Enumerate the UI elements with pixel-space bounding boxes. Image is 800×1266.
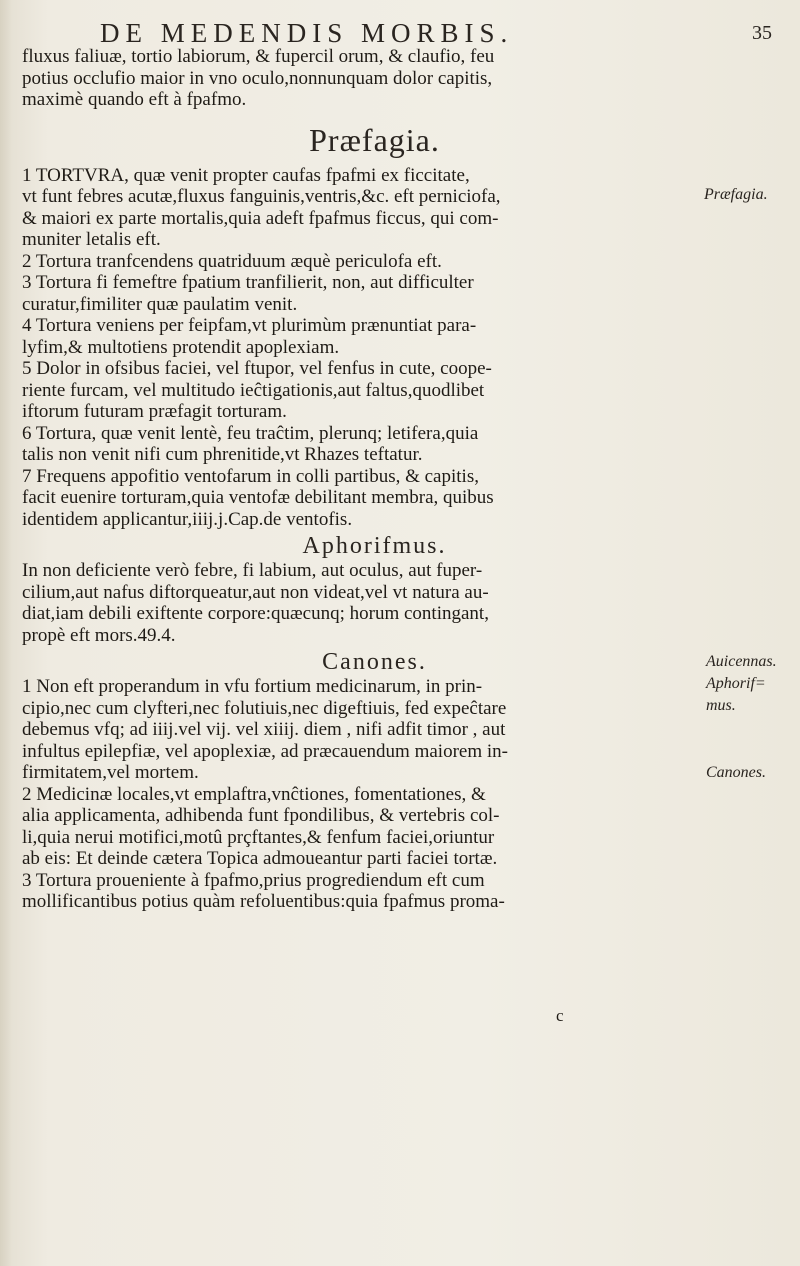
margin-note-canones: Canones. [706, 764, 766, 781]
margin-note-mus: mus. [706, 697, 736, 714]
text-line: iftorum futuram præfagit torturam. [22, 401, 287, 422]
text-line: 6 Tortura, quæ venit lentè, feu traĉtim, plerunq; letifera,quia [22, 422, 479, 444]
text-line: 2 Medicinæ locales,vt emplaftra,vnĉtiones, fomentationes, & [22, 783, 486, 805]
text-line: identidem applicantur,iiij.j.Cap.de ventofis. [22, 508, 353, 530]
section-heading-aphorismus: Aphorifmus. [302, 533, 447, 559]
text-line: In non deficiente verò febre, fi labium, aut oculus, aut fuper- [22, 560, 483, 581]
text-line: maximè quando eft à fpafmo. [22, 89, 247, 110]
section-heading-canones: Canones. [322, 649, 427, 675]
text-line: muniter letalis eft. [22, 229, 161, 250]
section-heading-praesagia: Præfagia. [309, 121, 440, 158]
text-line: potius occlufio maior in vno oculo,nonnunquam dolor capitis, [22, 67, 493, 89]
text-line: curatur,fimiliter quæ paulatim venit. [22, 293, 298, 315]
text-line: talis non venit nifi cum phrenitide,vt Rhazes teftatur. [22, 444, 423, 465]
text-line: 3 Tortura proueniente à fpafmo,prius progrediendum eft cum [22, 869, 485, 891]
text-line: 7 Frequens appofitio ventofarum in colli partibus, & capitis, [22, 465, 479, 487]
text-line: diat,iam debili exiftente corpore:quæcunq; horum contingant, [22, 603, 489, 624]
text-line: debemus vfq; ad iiij.vel vij. vel xiiij. diem , nifi adfit timor , aut [22, 719, 506, 740]
text-line: firmitatem,vel mortem. [22, 762, 199, 783]
text-line: & maiori ex parte mortalis,quia adeft fpafmus ficcus, qui com- [22, 207, 499, 229]
margin-note-auicennas: Auicennas. [706, 653, 777, 670]
text-line: 2 Tortura tranfcendens quatriduum æquè periculofa eft. [22, 250, 442, 272]
text-line: 4 Tortura veniens per feipfam,vt plurimùm prænuntiat para- [22, 315, 477, 336]
text-line: riente furcam, vel multitudo ieĉtigationis,aut faltus,quodlibet [22, 379, 485, 401]
text-line: 5 Dolor in ofsibus faciei, vel ftupor, vel fenfus in cute, coope- [22, 358, 492, 379]
page-number: 35 [752, 22, 772, 44]
text-line: vt funt febres acutæ,fluxus fanguinis,ventris,&c. eft perniciofa, [22, 186, 501, 207]
text-line: cilium,aut nafus diftorqueatur,aut non videat,vel vt natura au- [22, 581, 489, 603]
catchword: c [556, 1006, 564, 1025]
text-line: propè eft mors.49.4. [22, 624, 176, 646]
body-text [22, 46, 727, 913]
text-line: li,quia nerui motifici,motû prçftantes,& fenfum faciei,oriuntur [22, 826, 495, 848]
running-head-title: DE MEDENDIS MORBIS. [100, 18, 514, 48]
text-line: alia applicamenta, adhibenda funt fpondilibus, & vertebris col- [22, 805, 500, 826]
text-line: 1 TORTVRA, quæ venit propter caufas fpafmi ex ficcitate, [22, 164, 470, 186]
text-line: cipio,nec cum clyfteri,nec folutiuis,nec digeftiuis, fed expeĉtare [22, 697, 507, 719]
text-line: fluxus faliuæ, tortio labiorum, & fupercil orum, & claufio, feu [22, 46, 495, 67]
text-line: ab eis: Et deinde cætera Topica admoueantur parti faciei tortæ. [22, 848, 498, 869]
text-line: lyfim,& multotiens protendit apoplexiam. [22, 336, 340, 358]
margin-note-praesagia: Præfagia. [704, 186, 768, 203]
text-line: 3 Tortura fi femeftre fpatium tranfilierit, non, aut difficulter [22, 272, 474, 293]
text-line: infultus epilepfiæ, vel apoplexiæ, ad præcauendum maiorem in- [22, 740, 508, 762]
margin-note-aphorif: Aphorif= [706, 675, 766, 692]
text-line: mollificantibus potius quàm refoluentibus:quia fpafmus proma- [22, 891, 505, 912]
text-line: facit euenire torturam,quia ventofæ debilitant membra, quibus [22, 487, 494, 508]
text-line: 1 Non eft properandum in vfu fortium medicinarum, in prin- [22, 676, 483, 697]
